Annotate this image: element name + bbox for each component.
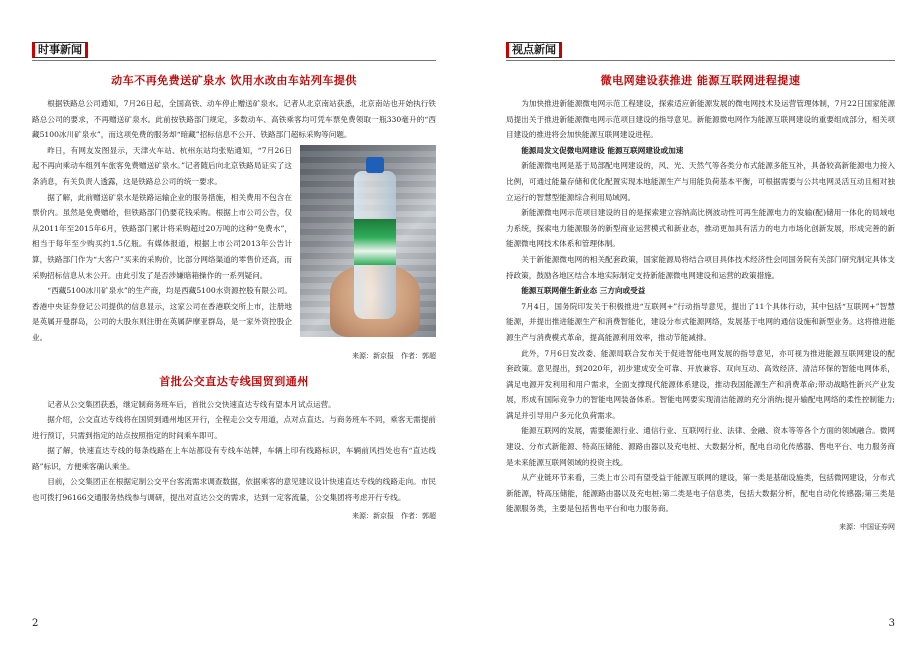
section-rule xyxy=(506,60,895,61)
article-paragraph: 新能源微电网示范项目建设的目的是探索建立容纳高比例波动性可再生能源电力的发输(配)储用一体化的局域电力系统，探索电力能源服务的新型商业运营模式和新业态，推动更加具有活力的电力市场化创新发展，形成完善的新能源微电网技术体系和管理体制。 xyxy=(506,208,895,249)
article-headline-microgrid: 微电网建设获推进 能源互联网进程提速 xyxy=(600,74,801,87)
section-tag-viewpoint-news: 视点新闻 xyxy=(506,42,562,58)
article-paragraph: 为加快推进新能源微电网示范工程建设，探索适应新能源发展的微电网技术及运营管理体制，7月22日国家能源局提出关于推进新能源微电网示范项目建设的指导意见。新能源微电网作为能源互联网建设的重要组成部分，相关项目建设的推进将会加快能源互联网建设进程。 xyxy=(506,99,895,140)
article-paragraph: 据了解，此前赠送矿泉水是铁路运输企业的服务措施，相关费用不包含在票价内。虽然是免费赠给，但铁路部门仍要花钱采购。根据上市公司公告，仅从2011年至2015年6月，铁路部门累计将采购超过20万吨的这种“免费水”，相当于每年至少购买约1.5亿瓶。有媒体报道，根据上市公司2013年公告计算，铁路部门作为“大客户”买来的采购价，比部分网络渠道的零售价还高，而采购招标信息从未公开。由此引发了是否涉嫌暗箱操作的一系列疑问。 xyxy=(32,192,292,280)
article-paragraph: 根据铁路总公司通知，7月26日起，全国高铁、动车停止赠送矿泉水。记者从北京南站获悉，北京南站也开始执行铁路总公司的要求，不再赠送矿泉水。此前按铁路部门规定，多数动车、高铁乘客均可凭车票免费领取一瓶330毫升的“西藏5100冰川矿泉水”，而这项免费的服务却“暗藏”招标信息不公开、铁路部门超标采购等问题。 xyxy=(32,99,436,140)
article-paragraph: 昨日，有网友发图显示，天津火车站、杭州东站均张贴通知，“7月26日起不再向乘动车组列车旅客免费赠送矿泉水。”记者随后向北京铁路局证实了这条消息，有关负责人透露，这是铁路总公司的统一要求。 xyxy=(32,145,292,186)
article-paragraph: 从产业链环节来看，三类上市公司有望受益于能源互联网的建设，第一类是基础设施类，包括微网建设，分布式新能源，特高压储能，能源路由器以及充电桩;第二类是电子信息类，包括大数据分析，配电自动化传感器;第三类是能源服务类，主要是包括售电平台和电力服务商。 xyxy=(506,473,895,514)
article-subheading: 能源局发文促微电网建设 能源互联网建设或加速 xyxy=(521,145,684,155)
article-source: 来源：中国证券网 xyxy=(839,523,895,532)
article-headline-bus: 首批公交直达专线国贸到通州 xyxy=(159,374,309,388)
section-tag-current-news: 时事新闻 xyxy=(32,42,88,58)
page-number: 3 xyxy=(888,618,895,629)
article-paragraph: 据介绍，公交直达专线将在国贸到通州地区开行，全程走公交专用道，点对点直达。与商务班车不同，乘客无需提前进行预订，只需到指定的站点按照指定的时间乘车即可。 xyxy=(32,415,436,440)
article-paragraph: 此外，7月6日发改委、能源局联合发布关于促进智能电网发展的指导意见，亦可视为推进能源互联网建设的配套政策。意见提出，到2020年，初步建成安全可靠、开放兼容、双向互动、高效经济、清洁环保的智能电网体系，满足电源开发利用和用户需求，全面支撑现代能源体系建设，推动我国能源生产和消费革命;带动战略性新兴产业发展，形成有国际竞争力的智能电网装备体系。智能电网要实现清洁能源的充分消纳;提升输配电网络的柔性控制能力;满足并引导用户多元化负荷需求。 xyxy=(506,348,895,420)
article-paragraph: 目前，公交集团正在根据定制公交平台客流需求调查数据，依据乘客的意见建议设计快速直达专线的线路走向。市民也可拨打96166交通服务热线参与调研，提出对直达公交的需求，达到一定客流量，公交集团将考虑开行专线。 xyxy=(32,477,436,503)
photo-bottle-label xyxy=(354,219,396,265)
page-number: 2 xyxy=(32,618,39,629)
article-paragraph: 新能源微电网是基于局部配电网建设的，风、光、天然气等各类分布式能源多能互补，具备较高新能源电力接入比例，可通过能量存储和优化配置实现本地能源生产与用能负荷基本平衡，可根据需要与公共电网灵活互动且相对独立运行的智慧型能源综合利用局域网。 xyxy=(506,161,895,202)
photo-bottle-cap xyxy=(366,157,384,173)
article-paragraph: 关于新能源微电网的相关配套政策，国家能源局将结合项目具体技术经济性会同国务院有关部门研究制定具体支持政策，鼓励各地区结合本地实际制定支持新能源微电网建设和运营的政策措施。 xyxy=(506,254,895,280)
article-photo-water-bottle xyxy=(300,145,436,337)
article-source: 来源：新京报 作者：郭超 xyxy=(352,511,436,520)
right-page xyxy=(462,0,923,647)
section-rule xyxy=(32,60,436,61)
article-paragraph: 能源互联网的发展，需要能源行业、通信行业、互联网行业、法律、金融、资本等等各个方面的领域融合。微网建设、分布式新能源、特高压储能、源路由器以及充电桩、大数据分析，配电自动化传感器、售电平台、电力服务商是未来能源互联网领域的投资主线。 xyxy=(506,426,895,467)
article-paragraph: 记者从公交集团获悉，继定制商务班车后，首批公交快速直达专线有望本月试点运营。 xyxy=(47,399,336,409)
article-subheading: 能源互联网催生新业态 三方向或受益 xyxy=(521,286,646,296)
article-headline-water: 动车不再免费送矿泉水 饮用水改由车站列车提供 xyxy=(111,74,357,87)
article-source: 来源：新京报 作者：郭超 xyxy=(352,351,436,360)
article-paragraph: “西藏5100冰川矿泉水”的生产商，均是西藏5100水资源控股有限公司。香港中央证券登记公司提供的信息显示，这家公司在香港联交所上市，注册地是英属开曼群岛，公司的大股东则注册在英属萨摩亚群岛，是一家外资控股企业。 xyxy=(32,286,292,342)
article-paragraph: 7月4日，国务院印发关于积极推进“互联网+”行动指导意见，提出了11个具体行动，其中包括“互联网+”智慧能源，并提出推进能源生产和消费智能化，建设分布式能源网络，发展基于电网的通信设施和新型业务。这将推进能源生产与消费模式革命，提高能源利用效率，推动节能减排。 xyxy=(506,301,895,342)
article-paragraph: 据了解，快速直达专线的每条线路在上车站都设有专线车站牌，车辆上印有线路标识，车辆前风挡处也有“直达线路”标识，方便乘客确认乘坐。 xyxy=(32,446,436,471)
